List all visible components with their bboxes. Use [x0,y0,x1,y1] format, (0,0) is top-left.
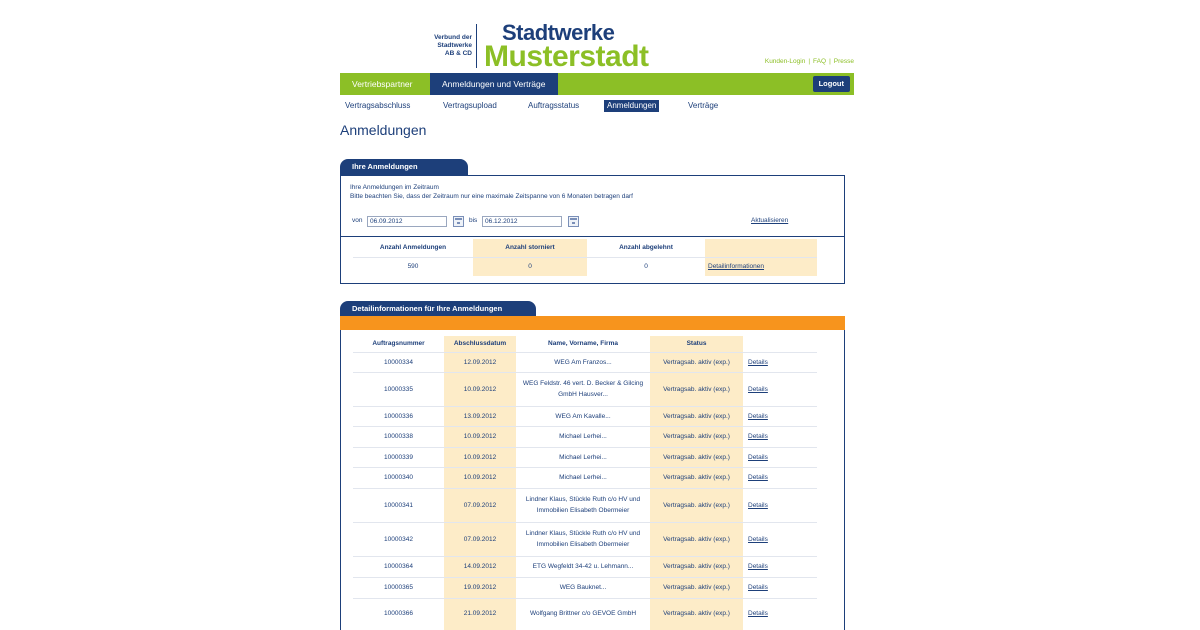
cell-abschlussdatum: 10.09.2012 [463,453,497,461]
cell-status: Vertragsab. aktiv (exp.) [663,535,730,543]
details-link[interactable]: Details [748,535,768,543]
cell-abschlussdatum: 07.09.2012 [463,535,497,543]
header-anzahl-storniert: Anzahl storniert [473,239,587,257]
cell-status: Vertragsab. aktiv (exp.) [663,412,730,420]
value-anmeldungen: 590 [407,263,419,270]
info-line: Bitte beachten Sie, dass der Zeitraum nur eine maximale Zeitspanne von 6 Monaten betragen darf [350,193,633,200]
details-link[interactable]: Details [748,474,768,481]
orange-bar [340,316,845,330]
cell-auftragsnummer: 10000341 [384,501,413,509]
subnav-anmeldungen[interactable]: Anmeldungen [604,100,659,112]
verbund-label [420,34,472,58]
main-nav [340,73,854,95]
header-anzahl-anmeldungen: Anzahl Anmeldungen [379,244,447,251]
subnav-vertragsabschluss[interactable]: Vertragsabschluss [345,101,411,110]
top-links [765,58,854,65]
cell-status: Vertragsab. aktiv (exp.) [663,358,730,366]
presse-link[interactable]: Presse [833,58,854,65]
header-name: Name, Vorname, Firma [548,340,618,347]
cell-name: ETG Wegfeldt 34-42 u. Lehmann... [532,563,634,570]
divider [353,257,817,258]
header-empty [705,239,817,257]
details-link[interactable]: Details [748,563,768,570]
cell-abschlussdatum: 19.09.2012 [463,584,497,591]
subnav-vertraege[interactable]: Verträge [688,101,719,110]
calendar-icon[interactable] [453,216,464,227]
details-link[interactable]: Details [748,453,768,461]
cell-name: Lindner Klaus, Stückle Ruth c/o HV und Immobilien Elisabeth Obermeier [525,530,641,548]
header-status: Status [686,340,707,347]
from-date-input[interactable] [367,216,447,227]
cell-auftragsnummer: 10000339 [384,453,413,461]
cell-auftragsnummer: 10000336 [384,412,413,420]
cell-name: Michael Lerhei... [559,474,607,481]
cell-auftragsnummer: 10000334 [384,358,413,366]
subnav-vertragsupload[interactable]: Vertragsupload [443,101,497,110]
to-label: bis [469,217,478,224]
cell-auftragsnummer: 10000335 [384,385,413,393]
refresh-link[interactable]: Aktualisieren [751,217,789,224]
cell-name: Lindner Klaus, Stückle Ruth c/o HV und Immobilien Elisabeth Obermeier [525,496,641,514]
cell-name: WEG Bauknet... [559,584,607,591]
cell-abschlussdatum: 13.09.2012 [463,412,497,420]
logout-button[interactable]: Logout [813,76,850,92]
separator: | [829,58,831,65]
header-auftragsnummer: Auftragsnummer [372,340,425,347]
details-link[interactable]: Details [748,385,768,393]
cell-auftragsnummer: 10000364 [384,563,413,570]
cell-status: Vertragsab. aktiv (exp.) [663,474,730,481]
value-storniert: 0 [473,258,587,276]
logo-stadtwerke: Stadtwerke [502,20,615,45]
header-anzahl-abgelehnt: Anzahl abgelehnt [619,244,673,251]
cell-abschlussdatum: 21.09.2012 [463,609,497,617]
to-date-input[interactable] [482,216,562,227]
cell-status: Vertragsab. aktiv (exp.) [663,563,730,570]
info-line: Ihre Anmeldungen im Zeitraum [350,184,439,191]
logo-divider [476,24,477,68]
cell-name: WEG Feldstr. 46 vert. D. Becker & Gilcing GmbH Hausver... [522,380,644,398]
cell-status: Vertragsab. aktiv (exp.) [663,385,730,393]
cell-status: Vertragsab. aktiv (exp.) [663,501,730,509]
cell-name: WEG Am Kavalle... [555,412,611,420]
cell-status: Vertragsab. aktiv (exp.) [663,609,730,617]
cell-abschlussdatum: 10.09.2012 [463,385,497,393]
cell-status: Vertragsab. aktiv (exp.) [663,433,730,440]
cell-name: Michael Lerhei... [559,433,607,440]
divider [340,236,845,237]
details-link[interactable]: Details [748,433,768,440]
details-link[interactable]: Details [748,501,768,509]
value-abgelehnt: 0 [644,263,648,270]
kunden-login-link[interactable]: Kunden-Login [764,58,806,65]
details-link[interactable]: Details [748,358,768,366]
box-tab-detailinformationen: Detailinformationen für Ihre Anmeldungen [340,301,536,317]
cell-auftragsnummer: 10000366 [384,609,413,617]
verbund-line: Stadtwerke [437,42,472,49]
faq-link[interactable]: FAQ [813,58,827,65]
logo-musterstadt: Musterstadt [484,40,649,73]
cell-name: WEG Am Franzos... [554,358,612,366]
logo [420,18,660,73]
cell-name: Wolfgang Brittner c/o GEVOE GmbH [529,609,637,617]
details-link[interactable]: Details [748,584,768,591]
separator: | [808,58,811,65]
detailinformationen-link[interactable]: Detailinformationen [705,258,817,276]
cell-status: Vertragsab. aktiv (exp.) [663,584,730,591]
cell-auftragsnummer: 10000342 [384,535,413,543]
cell-name: Michael Lerhei... [559,453,607,461]
details-link[interactable]: Details [748,609,768,617]
details-link[interactable]: Details [748,412,768,420]
header-abschlussdatum: Abschlussdatum [453,340,507,347]
from-label: von [352,217,363,224]
cell-abschlussdatum: 07.09.2012 [463,501,497,509]
page-title: Anmeldungen [340,122,427,138]
subnav-auftragsstatus[interactable]: Auftragsstatus [528,101,580,110]
tab-vertriebspartner[interactable]: Vertriebspartner [352,79,413,89]
cell-abschlussdatum: 10.09.2012 [463,474,497,481]
verbund-line: AB & CD [444,50,472,57]
cell-abschlussdatum: 12.09.2012 [463,358,497,366]
cell-abschlussdatum: 14.09.2012 [463,563,497,570]
box-tab-ihre-anmeldungen: Ihre Anmeldungen [340,159,468,175]
cell-auftragsnummer: 10000365 [384,584,413,591]
cell-auftragsnummer: 10000338 [384,433,413,440]
tab-anmeldungen-vertraege[interactable]: Anmeldungen und Verträge [430,73,558,95]
cell-abschlussdatum: 10.09.2012 [463,433,497,440]
cell-status: Vertragsab. aktiv (exp.) [663,453,730,461]
calendar-icon[interactable] [568,216,579,227]
cell-auftragsnummer: 10000340 [384,474,413,481]
verbund-line: Verbund der [434,34,472,41]
info-text [350,183,633,201]
